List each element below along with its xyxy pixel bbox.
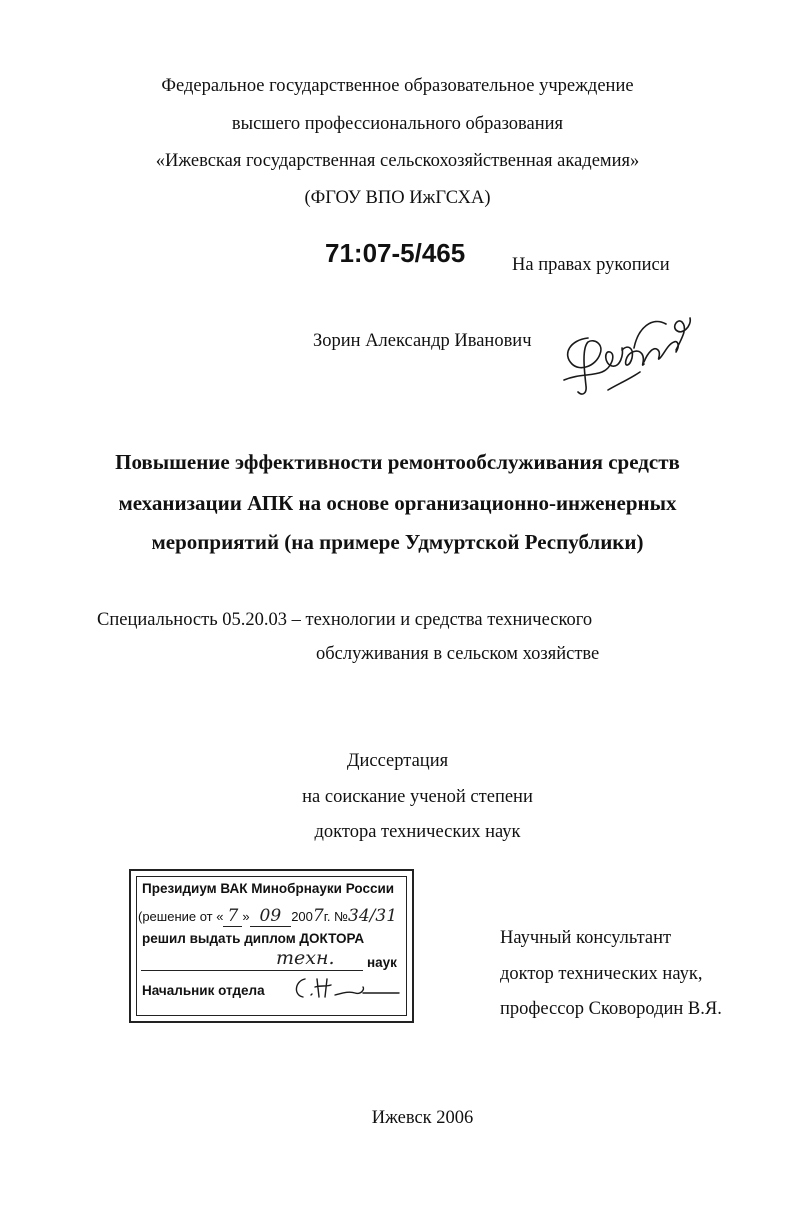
organization-abbreviation: (ФГОУ ВПО ИжГСХА) [304,188,491,208]
catalog-code: 71:07-5/465 [325,238,466,268]
author-name: Зорин Александр Иванович [313,331,532,351]
consultant-name: профессор Сковородин В.Я. [500,999,722,1019]
degree-line-2: доктора технических наук [314,822,521,842]
stamp-department-head: Начальник отдела [142,983,265,998]
dissertation-label: Диссертация [346,751,449,771]
stamp-head-signature-icon [291,973,403,1003]
dissertation-title-line-1: Повышение эффективности ремонтообслуживания средств [115,450,680,474]
stamp-number: 34/31 [348,906,398,926]
organization-line-3: «Ижевская государственная сельскохозяйственная академия» [155,151,640,171]
degree-line-1: на соискание ученой степени [302,787,533,807]
stamp-presidium-line: Президиум ВАК Минобрнауки России [142,881,395,896]
city-year: Ижевск 2006 [371,1108,474,1128]
vak-stamp [129,869,414,1023]
stamp-science-suffix: наук [367,955,397,970]
consultant-degree: доктор технических наук, [500,964,703,984]
signature-icon [548,308,698,400]
stamp-year-prefix: 200 [291,909,313,924]
dissertation-title-line-3: мероприятий (на примере Удмуртской Республики) [151,530,644,554]
consultant-label: Научный консультант [500,928,672,948]
stamp-science-underline [141,970,363,971]
stamp-science-field: техн. [276,947,335,969]
stamp-decision-text: решил выдать диплом ДОКТОРА [142,931,365,946]
stamp-day: 7 [223,906,242,927]
stamp-day-close: » [242,909,250,924]
stamp-year-suffix: г. № [323,909,349,924]
stamp-month: 09 [250,906,292,927]
stamp-decision-prefix: (решение от « [138,909,224,924]
organization-line-2: высшего профессионального образования [231,114,564,134]
organization-line-1: Федеральное государственное образовательное учреждение [161,76,634,96]
stamp-decision-line [138,906,397,926]
specialty-line-1: Специальность 05.20.03 – технологии и средства технического [97,610,593,630]
manuscript-rights: На правах рукописи [512,255,670,275]
specialty-line-2: обслуживания в сельском хозяйстве [316,644,600,664]
dissertation-title-line-2: механизации АПК на основе организационно-инженерных [118,491,677,515]
stamp-year-digit: 7 [312,906,324,926]
